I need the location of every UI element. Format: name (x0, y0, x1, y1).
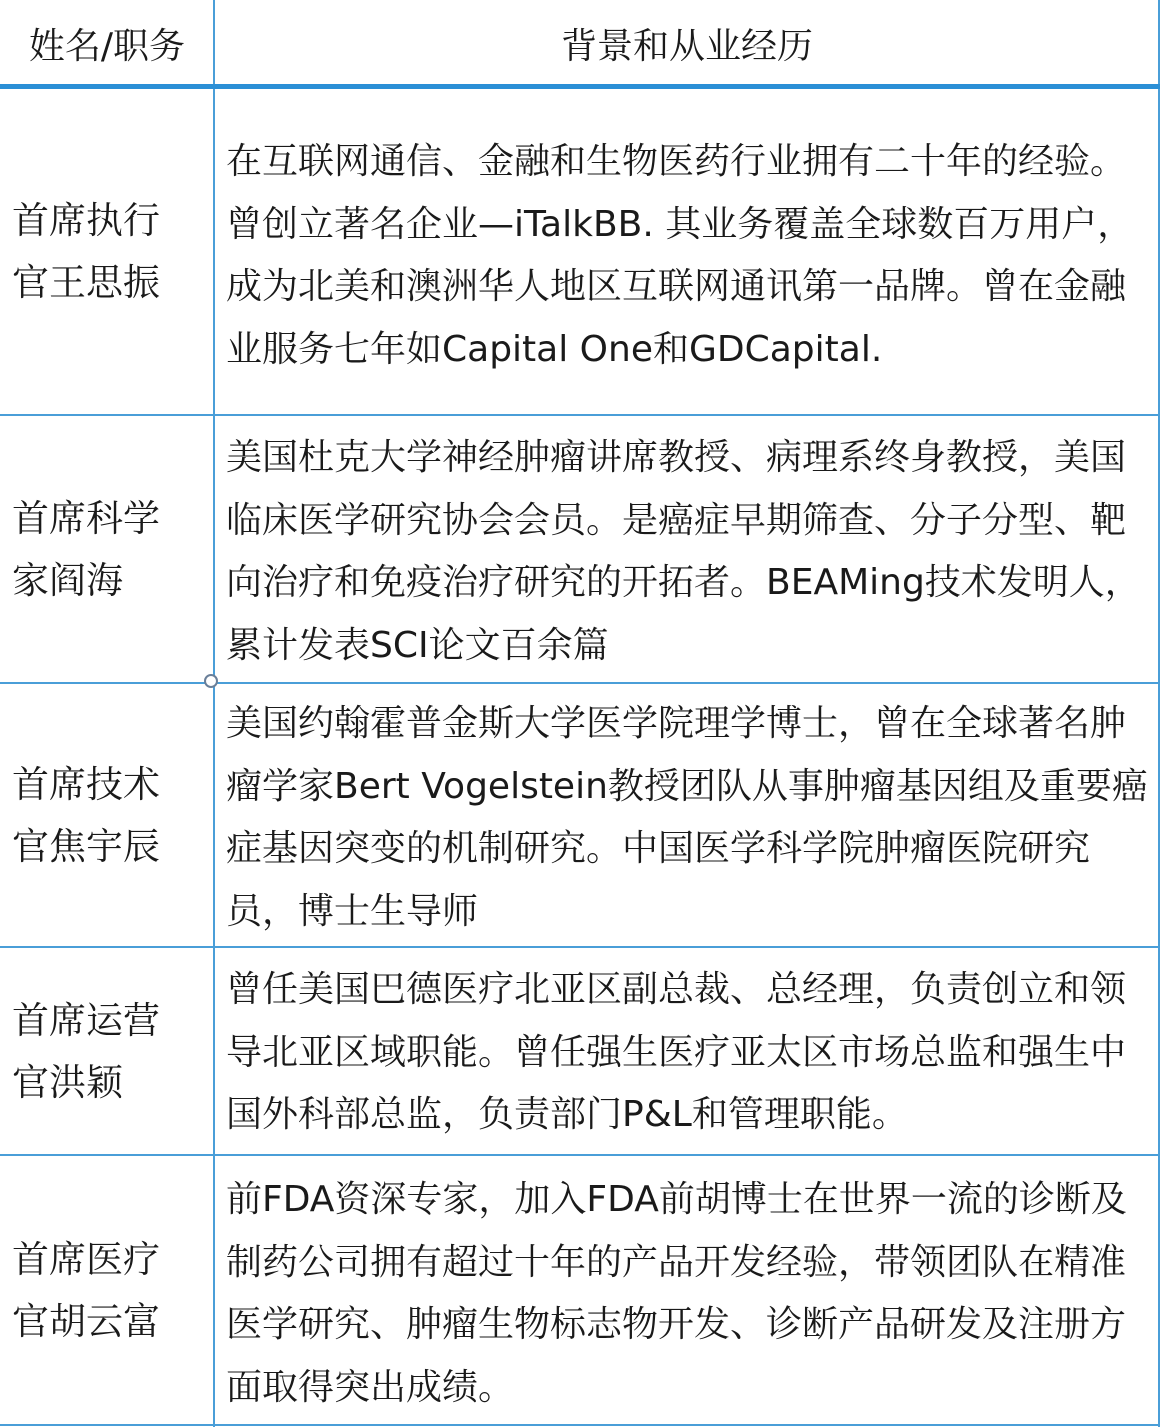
row-2-name: 首席科学家阎海 (12, 497, 160, 602)
column-divider (213, 0, 215, 1427)
header-background-title (214, 0, 1160, 86)
row-4-background: 曾任美国巴德医疗北亚区副总裁、总经理，负责创立和领导北亚区域职能。曾任强生医疗亚太区市场总监和强生中国外科部总监，负责部门P&L和管理职能。 (226, 969, 1127, 1136)
cell-resize-handle (204, 674, 218, 688)
row-4-name: 首席运营官洪颖 (12, 999, 160, 1104)
header-divider (0, 84, 1160, 89)
row-divider (0, 1154, 1160, 1156)
row-1-name-cell (0, 89, 214, 415)
header-name-label: 姓名/职务 (28, 25, 186, 67)
row-1-background: 在互联网通信、金融和生物医药行业拥有二十年的经验。曾创立著名企业—iTalkBB. 其业务覆盖全球数百万用户，成为北美和澳洲华人地区互联网通讯第一品牌。曾在金融业服务七年如Capital One和GDCapital. (226, 141, 1134, 370)
row-4-background-cell (214, 957, 1160, 1149)
row-divider (0, 946, 1160, 948)
row-divider (0, 682, 1160, 684)
row-2-background: 美国杜克大学神经肿瘤讲席教授、病理系终身教授，美国临床医学研究协会会员。是癌症早期筛查、分子分型、靶向治疗和免疫治疗研究的开拓者。BEAMing技术发明人，累计发表SCI论文百余篇 (226, 437, 1141, 666)
row-2-name-cell (0, 417, 214, 683)
row-5-name-cell (0, 1157, 214, 1425)
row-5-name: 首席医疗官胡云富 (12, 1238, 160, 1343)
row-4-name-cell (0, 949, 214, 1155)
row-2-background-cell (214, 425, 1160, 679)
row-3-name: 首席技术官焦宇辰 (12, 763, 160, 868)
row-divider (0, 414, 1160, 416)
row-5-background-cell (214, 1166, 1160, 1422)
header-background-label: 背景和从业经历 (560, 25, 813, 67)
row-3-name-cell (0, 685, 214, 947)
row-3-background-cell (214, 692, 1160, 944)
row-5-background: 前FDA资深专家，加入FDA前胡博士在世界一流的诊断及制药公司拥有超过十年的产品开发经验，带领团队在精准医学研究、肿瘤生物标志物开发、诊断产品研发及注册方面取得突出成绩。 (226, 1179, 1127, 1408)
row-1-background-cell (214, 97, 1160, 415)
row-3-background: 美国约翰霍普金斯大学医学院理学博士，曾在全球著名肿瘤学家Bert Vogelstein教授团队从事肿瘤基因组及重要癌症基因突变的机制研究。中国医学科学院肿瘤医院研究员，博士生导师 (226, 703, 1148, 932)
row-1-name: 首席执行官王思振 (12, 199, 160, 304)
bottom-border (0, 1424, 1160, 1426)
header-name-title (0, 0, 214, 86)
